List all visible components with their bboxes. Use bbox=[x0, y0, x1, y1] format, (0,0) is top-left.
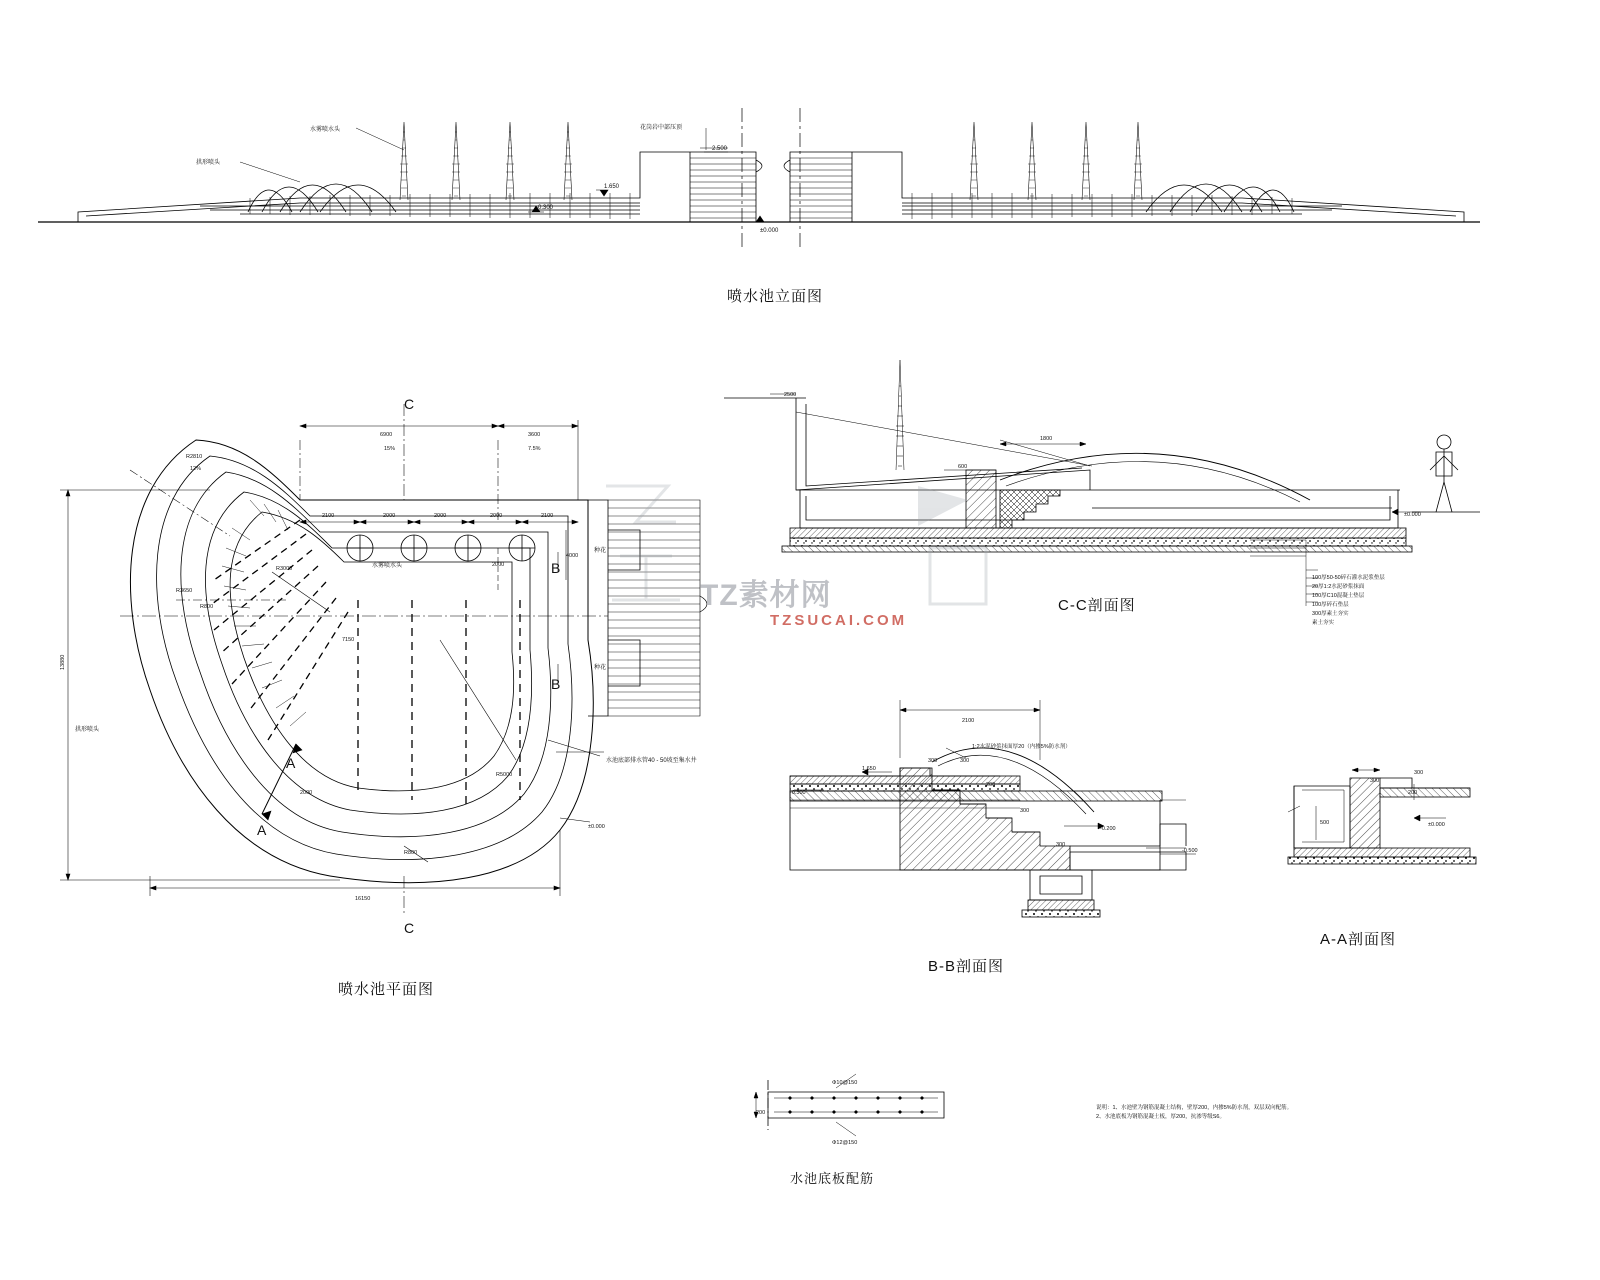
slab-rebar-label-0: Φ10@150 bbox=[832, 1080, 858, 1086]
plan-dim-row-label-3: 2000 bbox=[490, 513, 503, 519]
plan-callout-label-3: 种花 bbox=[594, 548, 607, 554]
plan-dim-label-7: R800 bbox=[200, 604, 214, 610]
plan-callout-label-0: 水雾喷水头 bbox=[372, 563, 403, 569]
title-elevation: 喷水池立面图 bbox=[727, 288, 824, 305]
section-aa-label-3: 200 bbox=[1408, 790, 1418, 796]
section-bb-label-10: 300 bbox=[1056, 842, 1066, 848]
plan-dim-row-label-4: 2100 bbox=[541, 513, 554, 519]
slab-rebar-label-1: Φ12@150 bbox=[832, 1140, 858, 1146]
plan-callout-label-1: 拱形喷头 bbox=[75, 727, 100, 733]
plan-callout-label-4: 种花 bbox=[594, 665, 607, 671]
plan-dim-label-5: R2810 bbox=[186, 454, 203, 460]
plan-dim-label-10: R5000 bbox=[496, 772, 513, 778]
plan-section-mark-label-4: A bbox=[286, 755, 296, 771]
cc-note-line-0: 100厚50-50碎石灌水泥浆垫层 bbox=[1312, 575, 1385, 581]
plan-section-mark-label-0: C bbox=[404, 396, 415, 412]
general-notes bbox=[1096, 1104, 1292, 1122]
section-bb-label-2: 1.650 bbox=[862, 766, 876, 772]
section-bb-label-4: 300 bbox=[960, 758, 970, 764]
section-aa-label-4: ±0.000 bbox=[1428, 822, 1445, 828]
title-section-cc: C-C剖面图 bbox=[1058, 597, 1136, 614]
plan-section-mark-label-3: B bbox=[551, 676, 561, 692]
plan-dim-label-0: 16150 bbox=[355, 896, 371, 902]
section-bb-label-6: 300 bbox=[1020, 808, 1030, 814]
section-cc-label-1: 1800 bbox=[1040, 436, 1053, 442]
plan-callout-label-2: 水池底部排水管40 - 50坡至集水井 bbox=[606, 758, 697, 764]
section-aa bbox=[1288, 768, 1476, 864]
title-slab-rebar: 水池底板配筋 bbox=[790, 1171, 875, 1186]
plan-section-mark-label-2: B bbox=[551, 560, 561, 576]
section-aa-label-2: 500 bbox=[1320, 820, 1330, 826]
section-cc-material-notes bbox=[1312, 574, 1385, 628]
plan-dim-row-label-2: 2000 bbox=[434, 513, 447, 519]
title-section-bb: B-B剖面图 bbox=[928, 958, 1005, 975]
plan-dim-top-label-2: 15% bbox=[384, 446, 396, 452]
watermark-text: TZ素材网 bbox=[700, 579, 832, 612]
section-bb-label-0: 2100 bbox=[962, 718, 975, 724]
elevation-label-2: 花岗岩中部压顶 bbox=[640, 125, 683, 131]
elevation-label-1: 拱形喷头 bbox=[196, 160, 221, 166]
plan-dim-label-9: R3000 bbox=[276, 566, 293, 572]
section-bb bbox=[790, 700, 1196, 917]
section-bb-label-9: -0.500 bbox=[1182, 848, 1198, 854]
elevation-label-0: 水雾喷水头 bbox=[310, 127, 341, 133]
plan-dim-row-label-0: 2100 bbox=[322, 513, 335, 519]
cc-note-line-4: 300厚素土夯实 bbox=[1312, 611, 1349, 617]
plan-dim-top-label-0: 6900 bbox=[380, 432, 393, 438]
slab-rebar-label-2: 200 bbox=[756, 1110, 766, 1116]
note-line-1: 2、水池底板为钢筋混凝土板，厚200，抗渗等级S6。 bbox=[1096, 1114, 1225, 1120]
title-plan: 喷水池平面图 bbox=[338, 981, 435, 998]
section-bb-label-5: 200 bbox=[986, 782, 996, 788]
elevation-view bbox=[38, 108, 1480, 250]
plan-section-mark-label-5: A bbox=[257, 822, 267, 838]
title-section-aa: A-A剖面图 bbox=[1320, 931, 1397, 948]
section-bb-label-3: 300 bbox=[928, 758, 938, 764]
plan-dim-top-label-3: 7.5% bbox=[528, 446, 541, 452]
plan-dim-label-8: 7150 bbox=[342, 637, 355, 643]
section-bb-label-7: -0.300 bbox=[790, 790, 806, 796]
section-cc-label-0: 2500 bbox=[784, 392, 797, 398]
elevation-label-6: ±0.000 bbox=[760, 228, 779, 234]
plan-dim-row-label-1: 2000 bbox=[383, 513, 396, 519]
section-aa-label-0: 300 bbox=[1370, 778, 1380, 784]
plan-dim-label-12: R800 bbox=[404, 850, 418, 856]
plan-dim-label-4: R3650 bbox=[176, 588, 193, 594]
elevation-label-3: 2.500 bbox=[712, 146, 728, 152]
cc-note-line-1: 20厚1:2水泥砂浆抹面 bbox=[1312, 584, 1365, 590]
section-cc-label-2: 600 bbox=[958, 464, 968, 470]
section-aa-label-1: 300 bbox=[1414, 770, 1424, 776]
watermark-subtext: TZSUCAI.COM bbox=[770, 612, 908, 629]
section-bb-label-8: -0.200 bbox=[1100, 826, 1116, 832]
elevation-label-5: -0.300 bbox=[536, 205, 554, 211]
cc-note-line-3: 100厚碎石垫层 bbox=[1312, 602, 1349, 608]
cc-note-line-2: 100厚C10混凝土垫层 bbox=[1312, 593, 1365, 599]
plan-dim-label-11: ±0.000 bbox=[588, 824, 605, 830]
plan-dim-top-label-1: 3600 bbox=[528, 432, 541, 438]
plan-view bbox=[60, 404, 707, 916]
cc-note-line-5: 素土夯实 bbox=[1312, 620, 1335, 626]
plan-dim-label-3: 2000 bbox=[492, 562, 505, 568]
elevation-label-4: 1.650 bbox=[604, 184, 620, 190]
plan-section-mark-label-1: C bbox=[404, 920, 415, 936]
plan-dim-label-2: 4000 bbox=[566, 553, 579, 559]
section-bb-label-1: 1:2水泥砂浆抹面厚20（内掺5%防水剂） bbox=[972, 744, 1071, 750]
note-line-0: 说明：1、水池壁为钢筋混凝土结构，壁厚200，内掺5%防水剂，双层双向配筋。 bbox=[1096, 1105, 1293, 1111]
section-cc bbox=[724, 360, 1480, 606]
section-cc-label-3: ±0.000 bbox=[1404, 512, 1421, 518]
plan-dim-label-1: 13880 bbox=[60, 654, 66, 670]
plan-dim-label-6: 12% bbox=[190, 466, 202, 472]
plan-dim-label-13: 2000 bbox=[300, 790, 313, 796]
